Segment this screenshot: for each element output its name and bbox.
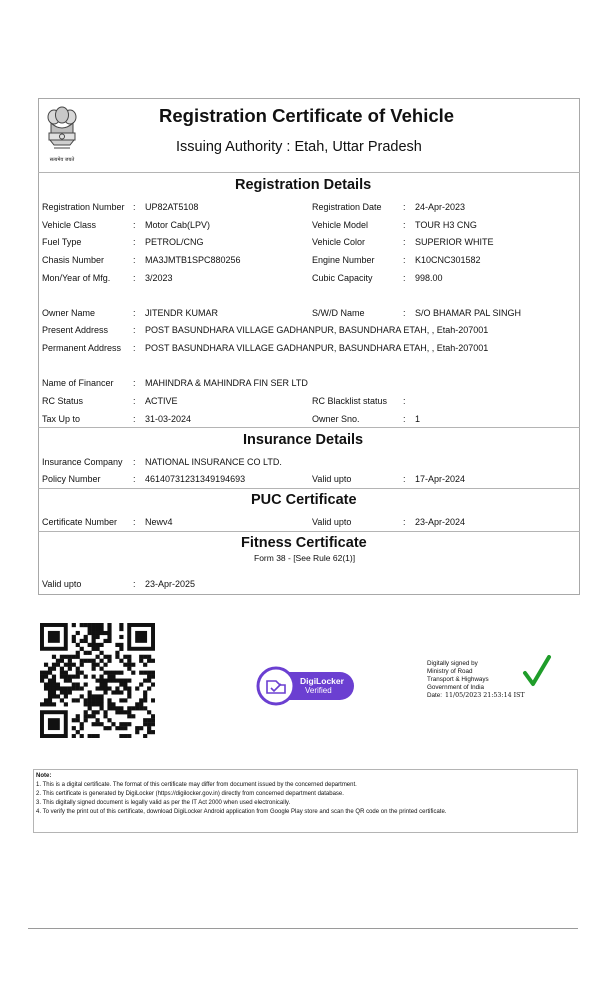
policy-number-label: Policy Number	[42, 474, 101, 484]
certificate-title: Registration Certificate of Vehicle	[159, 105, 455, 126]
colon: :	[403, 255, 406, 265]
vehicle-model-value: TOUR H3 CNG	[415, 220, 477, 230]
rc-status-value: ACTIVE	[145, 396, 178, 406]
fuel-type-value: PETROL/CNG	[145, 237, 204, 247]
fitness-valid-label: Valid upto	[42, 579, 82, 589]
colon: :	[403, 202, 406, 212]
emblem-motto: सत्यमेव जयते	[49, 157, 75, 163]
note-item: 2. This certificate is generated by DigiLocker (https://digilocker.gov.in) directly from concerned department database.	[36, 791, 344, 797]
chasis-number-value: MA3JMTB1SPC880256	[145, 255, 241, 265]
qr-code-icon	[40, 623, 155, 738]
page-footer-rule	[28, 928, 578, 929]
digilocker-name: DigiLocker	[300, 676, 344, 686]
owner-name-value: JITENDR KUMAR	[145, 308, 219, 318]
colon: :	[133, 517, 136, 527]
permanent-address-label: Permanent Address	[42, 343, 122, 353]
insurance-valid-value: 17-Apr-2024	[415, 474, 466, 484]
colon: :	[403, 308, 406, 318]
engine-number-label: Engine Number	[312, 255, 375, 265]
digilocker-verified-badge	[256, 666, 354, 706]
manufacture-date-label: Mon/Year of Mfg.	[42, 273, 111, 283]
rc-blacklist-label: RC Blacklist status	[312, 396, 388, 406]
emblem-icon	[42, 103, 82, 159]
signature-date-value: 11/05/2023 21:53:14 IST	[445, 692, 525, 699]
colon: :	[133, 457, 136, 467]
insurance-valid-label: Valid upto	[312, 474, 352, 484]
issuing-authority: Issuing Authority : Etah, Uttar Pradesh	[176, 139, 422, 155]
colon: :	[403, 474, 406, 484]
owner-sno-label: Owner Sno.	[312, 414, 360, 424]
colon: :	[133, 579, 136, 589]
notes-title: Note:	[36, 773, 52, 779]
puc-certificate-number-value: Newv4	[145, 517, 173, 527]
digilocker-verified-text: Verified	[305, 686, 332, 695]
digital-signature	[426, 659, 562, 703]
colon: :	[133, 273, 136, 283]
colon: :	[403, 237, 406, 247]
swd-name-label: S/W/D Name	[312, 308, 365, 318]
colon: :	[403, 517, 406, 527]
puc-valid-value: 23-Apr-2024	[415, 517, 466, 527]
signature-date-label: Date:	[427, 692, 443, 699]
national-emblem	[42, 103, 82, 167]
fitness-valid-value: 23-Apr-2025	[145, 579, 196, 589]
signature-line: Ministry of Road	[427, 668, 473, 675]
qr-code	[40, 623, 155, 738]
divider	[38, 427, 580, 428]
cubic-capacity-value: 998.00	[415, 273, 443, 283]
colon: :	[133, 474, 136, 484]
present-address-label: Present Address	[42, 325, 109, 335]
tax-upto-value: 31-03-2024	[145, 414, 192, 424]
puc-heading: PUC Certificate	[251, 492, 357, 508]
swd-name-value: S/O BHAMAR PAL SINGH	[415, 308, 522, 318]
puc-valid-label: Valid upto	[312, 517, 352, 527]
chasis-number-label: Chasis Number	[42, 255, 105, 265]
colon: :	[133, 308, 136, 318]
note-item: 4. To verify the print out of this certificate, download DigiLocker Android application from Google Play store and scan the QR code on the printed certificate.	[36, 809, 447, 815]
divider	[38, 488, 580, 489]
manufacture-date-value: 3/2023	[145, 273, 173, 283]
insurance-company-label: Insurance Company	[42, 457, 123, 467]
permanent-address-value: POST BASUNDHARA VILLAGE GADHANPUR, BASUNDHARA ETAH, , Etah-207001	[145, 343, 489, 353]
owner-name-label: Owner Name	[42, 308, 96, 318]
colon: :	[133, 343, 136, 353]
registration-number-value: UP82AT5108	[145, 202, 199, 212]
colon: :	[403, 273, 406, 283]
insurance-company-value: NATIONAL INSURANCE CO LTD.	[145, 457, 282, 467]
signature-line: Government of India	[427, 684, 485, 691]
colon: :	[133, 237, 136, 247]
vehicle-class-value: Motor Cab(LPV)	[145, 220, 211, 230]
colon: :	[403, 396, 406, 406]
divider	[38, 531, 580, 532]
registration-date-value: 24-Apr-2023	[415, 202, 466, 212]
colon: :	[133, 325, 136, 335]
colon: :	[403, 414, 406, 424]
note-item: 3. This digitally signed document is legally valid as per the IT Act 2000 when used electronically.	[36, 800, 291, 806]
policy-number-value: 46140731231349194693	[145, 474, 246, 484]
insurance-heading: Insurance Details	[243, 432, 364, 448]
fitness-heading: Fitness Certificate	[241, 535, 367, 551]
owner-sno-value: 1	[415, 414, 421, 424]
divider	[38, 172, 580, 173]
rc-status-label: RC Status	[42, 396, 84, 406]
registration-heading: Registration Details	[235, 177, 372, 193]
colon: :	[133, 378, 136, 388]
colon: :	[403, 220, 406, 230]
registration-number-label: Registration Number	[42, 202, 125, 212]
registration-date-label: Registration Date	[312, 202, 382, 212]
colon: :	[133, 396, 136, 406]
tax-upto-label: Tax Up to	[42, 414, 81, 424]
colon: :	[133, 414, 136, 424]
note-item: 1. This is a digital certificate. The format of this certificate may differ from document issued by the concerned department.	[36, 782, 357, 788]
vehicle-color-label: Vehicle Color	[312, 237, 366, 247]
financer-label: Name of Financer	[42, 378, 114, 388]
vehicle-color-value: SUPERIOR WHITE	[415, 237, 494, 247]
cubic-capacity-label: Cubic Capacity	[312, 273, 373, 283]
fitness-form: Form 38 - [See Rule 62(1)]	[254, 553, 356, 563]
checkmark-icon	[522, 655, 552, 689]
signature-line: Digitally signed by	[427, 660, 478, 667]
colon: :	[133, 255, 136, 265]
engine-number-value: K10CNC301582	[415, 255, 481, 265]
colon: :	[133, 202, 136, 212]
vehicle-class-label: Vehicle Class	[42, 220, 97, 230]
signature-line: Transport & Highways	[427, 676, 489, 683]
financer-value: MAHINDRA & MAHINDRA FIN SER LTD	[145, 378, 308, 388]
present-address-value: POST BASUNDHARA VILLAGE GADHANPUR, BASUNDHARA ETAH, , Etah-207001	[145, 325, 489, 335]
colon: :	[133, 220, 136, 230]
puc-certificate-number-label: Certificate Number	[42, 517, 118, 527]
fuel-type-label: Fuel Type	[42, 237, 82, 247]
vehicle-model-label: Vehicle Model	[312, 220, 369, 230]
